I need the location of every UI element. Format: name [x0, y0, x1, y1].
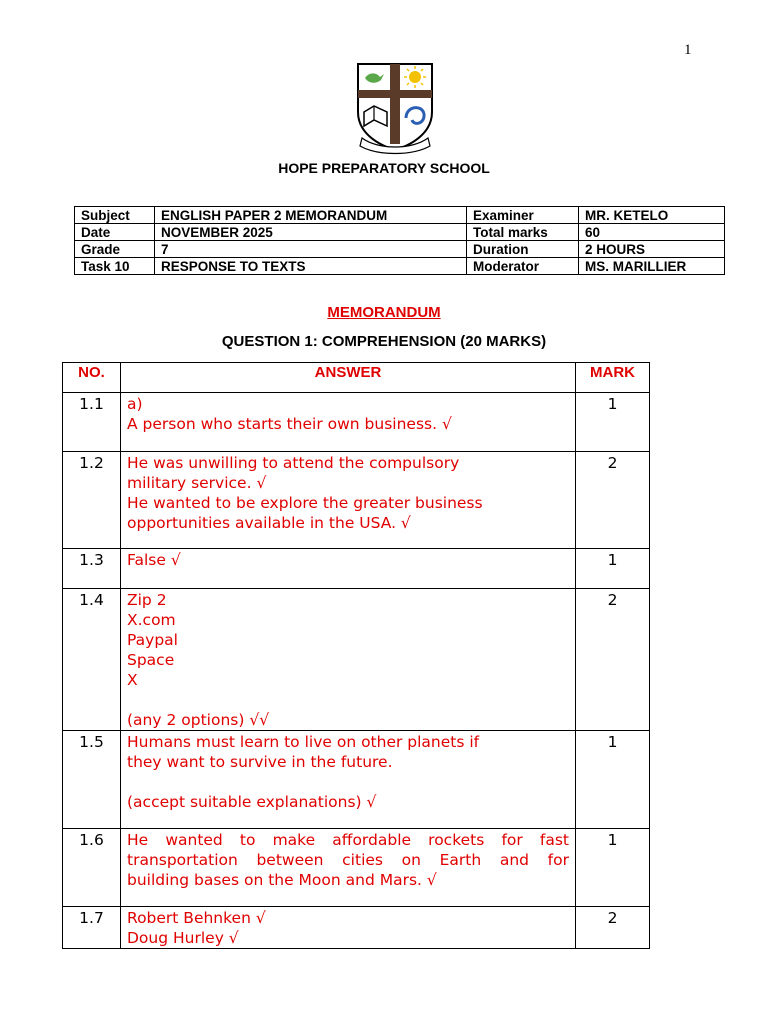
answer-line: building bases on the Moon and Mars. √: [127, 871, 437, 889]
school-crest-logo: [354, 60, 436, 156]
answer-line: (any 2 options) √√: [127, 711, 270, 729]
question-number: 1.4: [63, 589, 121, 731]
memorandum-heading: MEMORANDUM: [327, 304, 441, 321]
blank-line: [127, 772, 569, 792]
info-value: 60: [579, 224, 725, 241]
mark-value: 2: [576, 907, 650, 949]
question-number: 1.1: [63, 393, 121, 452]
info-value: MR. KETELO: [579, 207, 725, 224]
table-row: [63, 549, 650, 589]
question-number: 1.7: [63, 907, 121, 949]
question-number: 1.3: [63, 549, 121, 589]
mark-value: 1: [576, 393, 650, 452]
mark-value: 2: [576, 452, 650, 549]
column-header-no: NO.: [63, 363, 121, 393]
info-label: Date: [75, 224, 155, 241]
info-label: Subject: [75, 207, 155, 224]
answer-line: Humans must learn to live on other planets if: [127, 733, 480, 751]
answer-line: (accept suitable explanations) √: [127, 793, 377, 811]
answer-cell: [121, 393, 576, 452]
table-row: [63, 393, 650, 452]
answer-line: X.com: [127, 611, 176, 629]
column-header-mark: MARK: [576, 363, 650, 393]
answer-line: False √: [127, 551, 181, 569]
answer-cell: [121, 731, 576, 829]
table-row: [63, 731, 650, 829]
answer-cell: [121, 549, 576, 589]
info-value: NOVEMBER 2025: [155, 224, 467, 241]
info-value: ENGLISH PAPER 2 MEMORANDUM: [155, 207, 467, 224]
info-value: MS. MARILLIER: [579, 258, 725, 275]
answer-line: Doug Hurley √: [127, 929, 239, 947]
answer-cell: [121, 452, 576, 549]
info-value: 7: [155, 241, 467, 258]
info-row-subject: [75, 207, 725, 224]
table-row: [63, 907, 650, 949]
answer-line: transportation between cities on Earth and for: [127, 851, 569, 869]
question-number: 1.5: [63, 731, 121, 829]
info-row-grade: [75, 241, 725, 258]
info-row-task: [75, 258, 725, 275]
question-number: 1.6: [63, 829, 121, 907]
page-number: 1: [684, 42, 692, 58]
question-heading: QUESTION 1: COMPREHENSION (20 MARKS): [221, 333, 547, 350]
info-label: Examiner: [467, 207, 579, 224]
answer-cell: [121, 589, 576, 731]
answer-line: He wanted to make affordable rockets for fast: [127, 831, 569, 849]
info-label: Duration: [467, 241, 579, 258]
info-value: 2 HOURS: [579, 241, 725, 258]
answer-line: He wanted to be explore the greater business: [127, 494, 483, 512]
answer-line: He was unwilling to attend the compulsory: [127, 454, 460, 472]
answer-line: a): [127, 395, 143, 413]
memorandum-table: [62, 362, 650, 949]
mark-value: 1: [576, 829, 650, 907]
info-row-date: [75, 224, 725, 241]
answer-line: X: [127, 671, 138, 689]
info-value: RESPONSE TO TEXTS: [155, 258, 467, 275]
answer-line: Space: [127, 651, 175, 669]
info-label: Grade: [75, 241, 155, 258]
blank-line: [127, 690, 569, 710]
school-name: HOPE PREPARATORY SCHOOL: [278, 160, 490, 176]
mark-value: 1: [576, 549, 650, 589]
answer-line: Robert Behnken √: [127, 909, 266, 927]
info-label: Moderator: [467, 258, 579, 275]
answer-cell: [121, 907, 576, 949]
info-label: Task 10: [75, 258, 155, 275]
column-header-answer: ANSWER: [121, 363, 576, 393]
question-number: 1.2: [63, 452, 121, 549]
answer-line: opportunities available in the USA. √: [127, 514, 411, 532]
table-row: [63, 829, 650, 907]
answer-cell: [121, 829, 576, 907]
table-row: [63, 589, 650, 731]
table-row: [63, 452, 650, 549]
mark-value: 1: [576, 731, 650, 829]
info-label: Total marks: [467, 224, 579, 241]
answer-line: Paypal: [127, 631, 178, 649]
answer-line: Zip 2: [127, 591, 167, 609]
answer-line: military service. √: [127, 474, 267, 492]
answer-line: A person who starts their own business. √: [127, 415, 452, 433]
mark-value: 2: [576, 589, 650, 731]
answer-line: they want to survive in the future.: [127, 753, 393, 771]
exam-info-table: [74, 206, 725, 275]
memo-header-row: [63, 363, 650, 393]
